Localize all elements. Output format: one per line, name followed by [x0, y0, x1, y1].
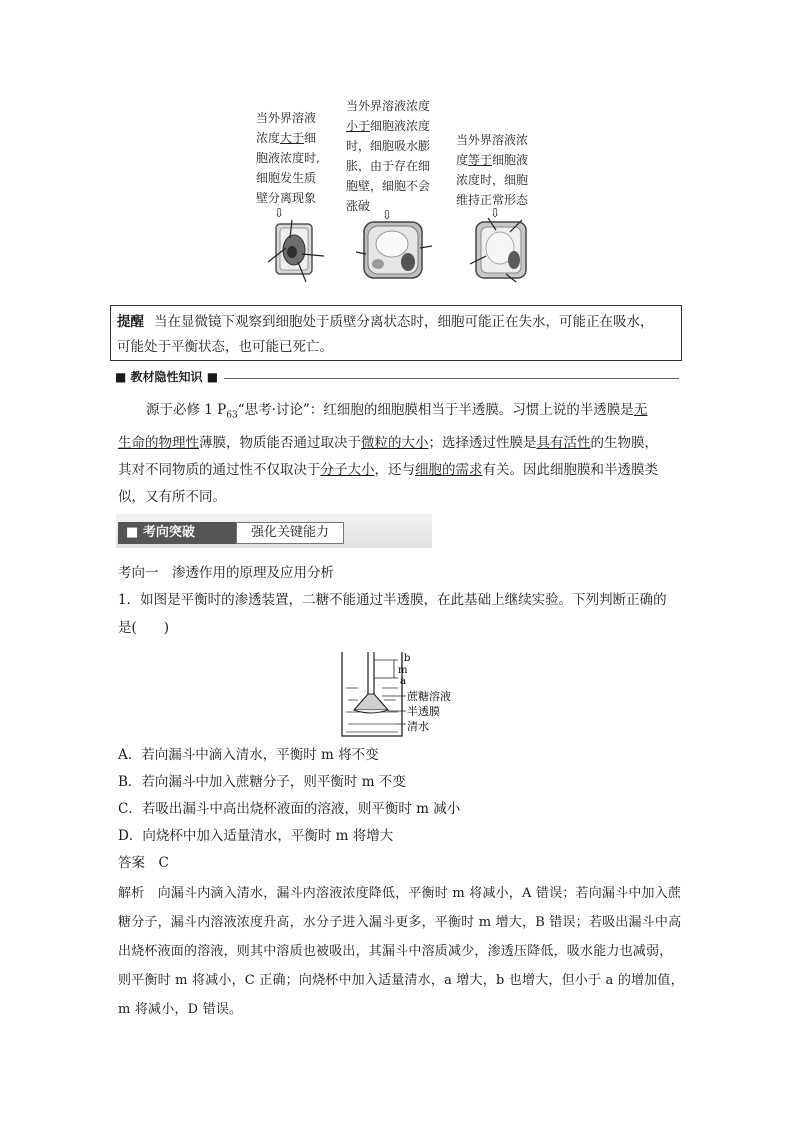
section-header: ■ 教材隐性知识 ■: [115, 368, 679, 388]
direction-heading: 考向一 渗透作用的原理及应用分析: [118, 565, 334, 581]
question-stem-line-2: 是( ): [118, 620, 170, 636]
analysis-text: 向漏斗内滴入清水，漏斗内溶液浓度降低，平衡时 m 将减小，A 错误；若向漏斗中加入蔗糖分子，漏斗内溶液浓度升高，水分子进入漏斗更多，平衡时 m 增大，B 错误；若吸出漏斗中高出烧杯液面的溶液，则其中溶质也被吸出，其漏斗中溶质减少，渗透压降低，吸水能力也减弱，则平衡时 m 将减小，C 正确；向烧杯中加入适量清水，a 增大，b 也增大，但小于 a 的增加值，m 将减小，D 错误。: [118, 886, 684, 1017]
down-arrow-icon: ⇩: [490, 206, 501, 220]
plasmolyzed-cell-image: [262, 218, 328, 284]
label-m: m: [398, 665, 408, 676]
caption-hypotonic: 当外界溶液浓度 小于细胞液浓度 时，细胞吸水膨 胀，由于存在细 胞壁，细胞不会 涨破: [346, 99, 431, 213]
section-divider: [223, 378, 679, 379]
reminder-box: [110, 305, 682, 361]
reminder-label: 提醒: [117, 314, 144, 330]
answer-line: [118, 853, 169, 873]
analysis-paragraph: [118, 879, 684, 1024]
option-c: C．若吸出漏斗中高出烧杯液面的溶液，则平衡时 m 减小: [118, 801, 461, 817]
section-title: 教材隐性知识: [130, 370, 203, 384]
down-arrow-icon: ⇩: [274, 206, 285, 220]
exam-direction-banner: ■ 考向突破 强化关键能力: [116, 514, 432, 548]
label-membrane: 半透膜: [407, 705, 440, 718]
osmosis-apparatus-diagram: [336, 648, 466, 740]
label-sucrose: 蔗糖溶液: [407, 690, 451, 703]
option-b: B．若向漏斗中加入蔗糖分子，则平衡时 m 不变: [118, 774, 406, 790]
label-b: b: [404, 653, 411, 664]
answer-label: 答案: [118, 855, 145, 871]
option-a: A．若向漏斗中滴入清水，平衡时 m 将不变: [118, 747, 379, 763]
caption-hypertonic: 当外界溶液 浓度大于细 胞液浓度时, 细胞发生质 壁分离现象: [256, 111, 320, 205]
label-water: 清水: [407, 720, 429, 733]
analysis-label: 解析: [118, 886, 145, 901]
turgid-cell-image: [354, 218, 434, 284]
banner-main-label: 考向突破: [142, 525, 195, 540]
down-arrow-icon: ⇩: [382, 208, 393, 222]
hidden-knowledge-paragraph: 源于必修 1 $P_{63}“$思考·讨论”：红细胞的细胞膜相当于半透膜。习惯上说的半透膜是无 生命的物理性薄膜，物质能否通过取决于微粒的大小；选择透过性膜是具有活性的生物膜， 其对不同物质的通过性不仅取决于分子大小，还与细胞的需求有关。因此细胞膜和半透膜类 似，又有所不同。: [118, 402, 658, 505]
question-stem-line-1: 1．如图是平衡时的渗透装置，二糖不能通过半透膜，在此基础上继续实验。下列判断正确的: [118, 592, 667, 608]
reminder-line-1: 当在显微镜下观察到细胞处于质壁分离状态时，细胞可能正在失水，可能正在吸水，: [154, 314, 654, 330]
option-d: D．向烧杯中加入适量清水，平衡时 m 将增大: [118, 828, 394, 844]
reminder-line-2: 可能处于平衡状态，也可能已死亡。: [117, 339, 333, 355]
normal-cell-image: [466, 216, 538, 284]
banner-sub-label: 强化关键能力: [236, 522, 344, 544]
label-a: a: [400, 676, 406, 687]
caption-isotonic: 当外界溶液浓 度等于细胞液 浓度时，细胞 维持正常形态: [456, 133, 529, 207]
answer-value: C: [158, 855, 169, 871]
